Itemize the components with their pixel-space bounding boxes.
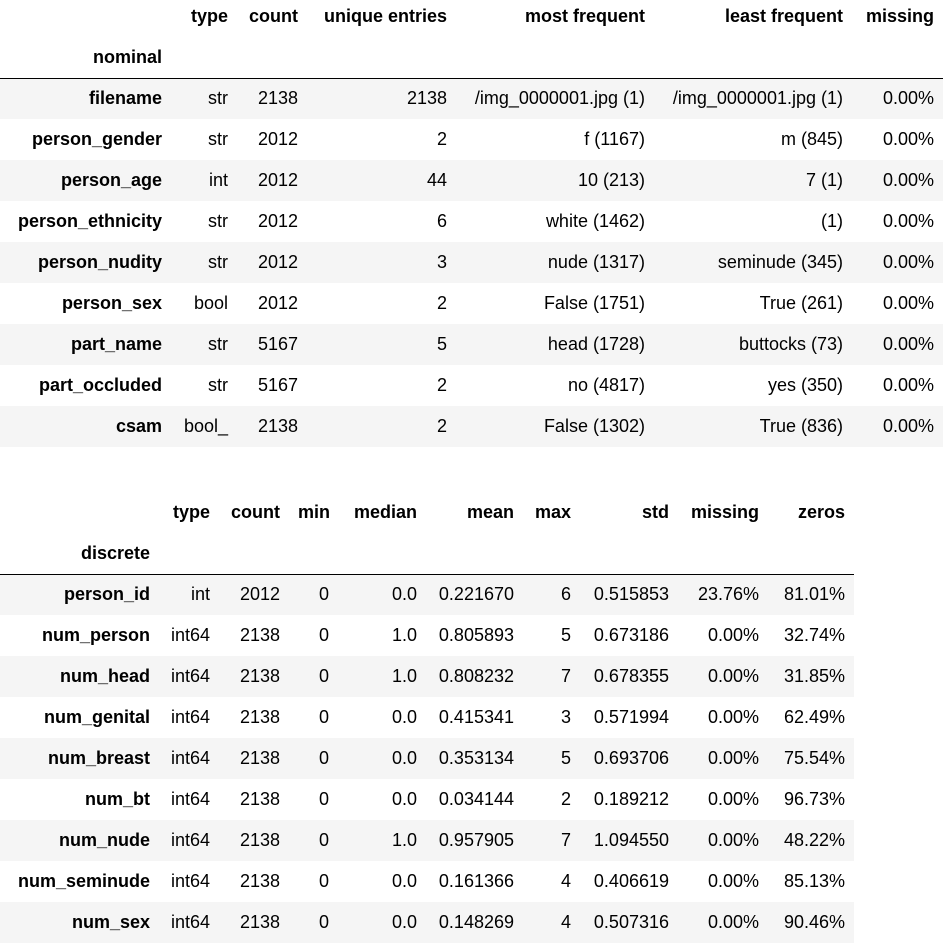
discrete-col-type: type bbox=[172, 502, 210, 522]
row-label: part_name bbox=[70, 334, 162, 354]
cell-type: str bbox=[208, 129, 228, 149]
cell-median: 0.0 bbox=[391, 789, 417, 809]
table-row bbox=[0, 615, 854, 656]
cell-max: 7 bbox=[560, 830, 571, 850]
cell-count: 2138 bbox=[239, 789, 280, 809]
cell-missing: 0.00% bbox=[882, 211, 934, 231]
cell-count: 5167 bbox=[257, 375, 298, 395]
cell-median: 0.0 bbox=[391, 912, 417, 932]
cell-std: 0.515853 bbox=[593, 584, 669, 605]
cell-count: 2138 bbox=[239, 830, 280, 850]
cell-count: 2012 bbox=[257, 252, 298, 272]
cell-type: str bbox=[208, 334, 228, 354]
cell-min: 0 bbox=[318, 666, 329, 686]
cell-missing: 0.00% bbox=[882, 416, 934, 436]
cell-min: 0 bbox=[318, 830, 329, 850]
row-label: csam bbox=[115, 416, 162, 436]
cell-missing: 0.00% bbox=[707, 912, 759, 932]
cell-zeros: 90.46% bbox=[783, 912, 845, 932]
cell-zeros: 96.73% bbox=[783, 789, 845, 809]
cell-least: /img_0000001.jpg (1) bbox=[672, 88, 843, 109]
table-row bbox=[0, 902, 854, 943]
cell-std: 0.507316 bbox=[593, 912, 669, 932]
cell-count: 5167 bbox=[257, 334, 298, 354]
cell-count: 2012 bbox=[257, 211, 298, 231]
cell-type: int bbox=[208, 170, 228, 190]
cell-unique: 3 bbox=[436, 252, 447, 272]
cell-type: int64 bbox=[170, 830, 210, 850]
cell-mean: 0.805893 bbox=[438, 625, 514, 645]
cell-most: nude (1317) bbox=[547, 252, 645, 272]
table-row bbox=[0, 201, 943, 242]
cell-zeros: 48.22% bbox=[783, 830, 845, 850]
table-row bbox=[0, 406, 943, 447]
cell-std: 1.094550 bbox=[593, 830, 669, 850]
cell-least: True (836) bbox=[759, 416, 843, 436]
cell-missing: 0.00% bbox=[882, 252, 934, 272]
cell-max: 2 bbox=[560, 789, 571, 809]
cell-unique: 2 bbox=[436, 375, 447, 395]
cell-count: 2138 bbox=[239, 871, 280, 891]
cell-zeros: 62.49% bbox=[783, 707, 845, 727]
table-row bbox=[0, 283, 943, 324]
cell-type: str bbox=[208, 252, 228, 272]
nominal-col-most: most frequent bbox=[524, 6, 645, 26]
cell-type: str bbox=[208, 211, 228, 231]
cell-type: int64 bbox=[170, 871, 210, 891]
cell-type: bool bbox=[193, 293, 228, 313]
cell-min: 0 bbox=[318, 871, 329, 891]
cell-most: False (1302) bbox=[543, 416, 645, 436]
nominal-column-header-row bbox=[0, 0, 943, 37]
cell-max: 6 bbox=[560, 584, 571, 605]
cell-count: 2138 bbox=[257, 88, 298, 109]
cell-std: 0.678355 bbox=[593, 666, 669, 686]
cell-min: 0 bbox=[318, 584, 329, 605]
row-label: num_person bbox=[41, 625, 150, 645]
cell-zeros: 81.01% bbox=[783, 584, 845, 605]
table-row bbox=[0, 656, 854, 697]
cell-most: head (1728) bbox=[547, 334, 645, 354]
cell-least: (1) bbox=[821, 211, 843, 231]
table-row bbox=[0, 365, 943, 406]
discrete-table-body bbox=[0, 574, 854, 943]
cell-count: 2138 bbox=[239, 748, 280, 768]
cell-most: no (4817) bbox=[567, 375, 645, 395]
cell-min: 0 bbox=[318, 912, 329, 932]
cell-zeros: 85.13% bbox=[783, 871, 845, 891]
cell-min: 0 bbox=[318, 789, 329, 809]
cell-most: f (1167) bbox=[584, 129, 645, 149]
nominal-table-body bbox=[0, 78, 943, 447]
row-label: person_id bbox=[63, 584, 150, 605]
cell-least: m (845) bbox=[780, 129, 843, 149]
cell-least: 7 (1) bbox=[805, 170, 843, 190]
row-label: person_age bbox=[60, 170, 162, 190]
discrete-col-missing: missing bbox=[690, 502, 759, 522]
nominal-summary-table bbox=[0, 0, 943, 447]
cell-mean: 0.148269 bbox=[438, 912, 514, 932]
discrete-column-header-row bbox=[0, 492, 854, 533]
discrete-col-mean: mean bbox=[466, 502, 514, 522]
cell-type: int bbox=[190, 584, 210, 605]
cell-min: 0 bbox=[318, 625, 329, 645]
nominal-col-type: type bbox=[190, 6, 228, 26]
cell-unique: 2 bbox=[436, 293, 447, 313]
cell-max: 5 bbox=[560, 748, 571, 768]
row-label: person_ethnicity bbox=[17, 211, 162, 231]
cell-type: int64 bbox=[170, 707, 210, 727]
table-row bbox=[0, 738, 854, 779]
nominal-col-count: count bbox=[249, 6, 298, 26]
cell-missing: 0.00% bbox=[707, 830, 759, 850]
cell-median: 0.0 bbox=[391, 707, 417, 727]
row-label: num_bt bbox=[85, 789, 150, 809]
cell-mean: 0.957905 bbox=[438, 830, 514, 850]
cell-min: 0 bbox=[318, 748, 329, 768]
cell-missing: 0.00% bbox=[882, 170, 934, 190]
discrete-index-name: discrete bbox=[80, 542, 150, 563]
cell-unique: 6 bbox=[436, 211, 447, 231]
row-label: num_nude bbox=[58, 830, 150, 850]
cell-median: 1.0 bbox=[391, 666, 417, 686]
table-row bbox=[0, 242, 943, 283]
row-label: num_head bbox=[59, 666, 150, 686]
table-row bbox=[0, 574, 854, 615]
cell-std: 0.406619 bbox=[593, 871, 669, 891]
nominal-index-header-row bbox=[0, 37, 943, 78]
cell-median: 0.0 bbox=[391, 748, 417, 768]
table-row bbox=[0, 324, 943, 365]
cell-count: 2138 bbox=[239, 707, 280, 727]
cell-least: buttocks (73) bbox=[738, 334, 843, 354]
row-label: num_seminude bbox=[17, 871, 150, 891]
table-row bbox=[0, 697, 854, 738]
cell-missing: 0.00% bbox=[882, 334, 934, 354]
cell-type: str bbox=[208, 88, 228, 109]
discrete-col-median: median bbox=[353, 502, 417, 522]
cell-unique: 2138 bbox=[406, 88, 447, 109]
cell-missing: 23.76% bbox=[697, 584, 759, 605]
cell-std: 0.693706 bbox=[593, 748, 669, 768]
cell-max: 7 bbox=[560, 666, 571, 686]
cell-most: 10 (213) bbox=[577, 170, 645, 190]
cell-count: 2138 bbox=[239, 625, 280, 645]
row-label: person_gender bbox=[31, 129, 162, 149]
nominal-col-unique: unique entries bbox=[323, 6, 447, 26]
cell-mean: 0.808232 bbox=[438, 666, 514, 686]
discrete-col-count: count bbox=[231, 502, 280, 522]
cell-type: int64 bbox=[170, 912, 210, 932]
row-label: filename bbox=[88, 88, 162, 109]
discrete-col-max: max bbox=[534, 502, 571, 522]
discrete-col-zeros: zeros bbox=[797, 502, 845, 522]
cell-type: bool_ bbox=[183, 416, 228, 436]
cell-count: 2012 bbox=[257, 170, 298, 190]
row-label: num_breast bbox=[47, 748, 150, 768]
table-row bbox=[0, 119, 943, 160]
cell-unique: 44 bbox=[426, 170, 447, 190]
table-row bbox=[0, 820, 854, 861]
cell-zeros: 75.54% bbox=[783, 748, 845, 768]
cell-missing: 0.00% bbox=[882, 88, 934, 109]
cell-missing: 0.00% bbox=[707, 789, 759, 809]
cell-mean: 0.161366 bbox=[438, 871, 514, 891]
cell-least: yes (350) bbox=[767, 375, 843, 395]
row-label: num_sex bbox=[71, 912, 150, 932]
cell-least: seminude (345) bbox=[717, 252, 843, 272]
table-row bbox=[0, 78, 943, 119]
cell-zeros: 31.85% bbox=[783, 666, 845, 686]
cell-missing: 0.00% bbox=[882, 375, 934, 395]
cell-std: 0.673186 bbox=[593, 625, 669, 645]
discrete-summary-table bbox=[0, 492, 854, 943]
nominal-col-missing: missing bbox=[865, 6, 934, 26]
cell-type: int64 bbox=[170, 666, 210, 686]
row-label: person_sex bbox=[61, 293, 162, 313]
cell-missing: 0.00% bbox=[707, 625, 759, 645]
nominal-blank-header bbox=[0, 0, 171, 37]
cell-max: 4 bbox=[560, 912, 571, 932]
cell-missing: 0.00% bbox=[882, 293, 934, 313]
cell-type: int64 bbox=[170, 748, 210, 768]
cell-count: 2138 bbox=[257, 416, 298, 436]
discrete-index-header-row bbox=[0, 533, 854, 574]
discrete-col-min: min bbox=[298, 502, 331, 522]
cell-missing: 0.00% bbox=[707, 748, 759, 768]
cell-type: str bbox=[208, 375, 228, 395]
cell-median: 0.0 bbox=[391, 871, 417, 891]
cell-std: 0.571994 bbox=[593, 707, 669, 727]
row-label: person_nudity bbox=[37, 252, 162, 272]
nominal-index-name: nominal bbox=[92, 46, 162, 67]
cell-count: 2012 bbox=[257, 293, 298, 313]
row-label: num_genital bbox=[43, 707, 150, 727]
cell-max: 5 bbox=[560, 625, 571, 645]
cell-std: 0.189212 bbox=[593, 789, 669, 809]
cell-max: 3 bbox=[560, 707, 571, 727]
cell-unique: 5 bbox=[436, 334, 447, 354]
cell-mean: 0.221670 bbox=[438, 584, 514, 605]
cell-type: int64 bbox=[170, 625, 210, 645]
table-row bbox=[0, 861, 854, 902]
cell-missing: 0.00% bbox=[707, 666, 759, 686]
cell-count: 2012 bbox=[239, 584, 280, 605]
cell-mean: 0.415341 bbox=[438, 707, 514, 727]
nominal-col-least: least frequent bbox=[724, 6, 843, 26]
cell-most: /img_0000001.jpg (1) bbox=[474, 88, 645, 109]
cell-count: 2138 bbox=[239, 912, 280, 932]
table-row bbox=[0, 779, 854, 820]
cell-min: 0 bbox=[318, 707, 329, 727]
discrete-col-std: std bbox=[642, 502, 669, 522]
cell-count: 2012 bbox=[257, 129, 298, 149]
cell-most: white (1462) bbox=[545, 211, 645, 231]
cell-count: 2138 bbox=[239, 666, 280, 686]
table-row bbox=[0, 160, 943, 201]
cell-missing: 0.00% bbox=[882, 129, 934, 149]
cell-unique: 2 bbox=[436, 416, 447, 436]
cell-missing: 0.00% bbox=[707, 707, 759, 727]
cell-zeros: 32.74% bbox=[783, 625, 845, 645]
cell-mean: 0.034144 bbox=[438, 789, 514, 809]
cell-mean: 0.353134 bbox=[438, 748, 514, 768]
cell-most: False (1751) bbox=[543, 293, 645, 313]
cell-type: int64 bbox=[170, 789, 210, 809]
row-label: part_occluded bbox=[38, 375, 162, 395]
cell-missing: 0.00% bbox=[707, 871, 759, 891]
discrete-blank-header bbox=[0, 492, 159, 533]
cell-least: True (261) bbox=[759, 293, 843, 313]
cell-median: 1.0 bbox=[391, 830, 417, 850]
cell-median: 0.0 bbox=[391, 584, 417, 605]
cell-max: 4 bbox=[560, 871, 571, 891]
cell-median: 1.0 bbox=[391, 625, 417, 645]
cell-unique: 2 bbox=[436, 129, 447, 149]
